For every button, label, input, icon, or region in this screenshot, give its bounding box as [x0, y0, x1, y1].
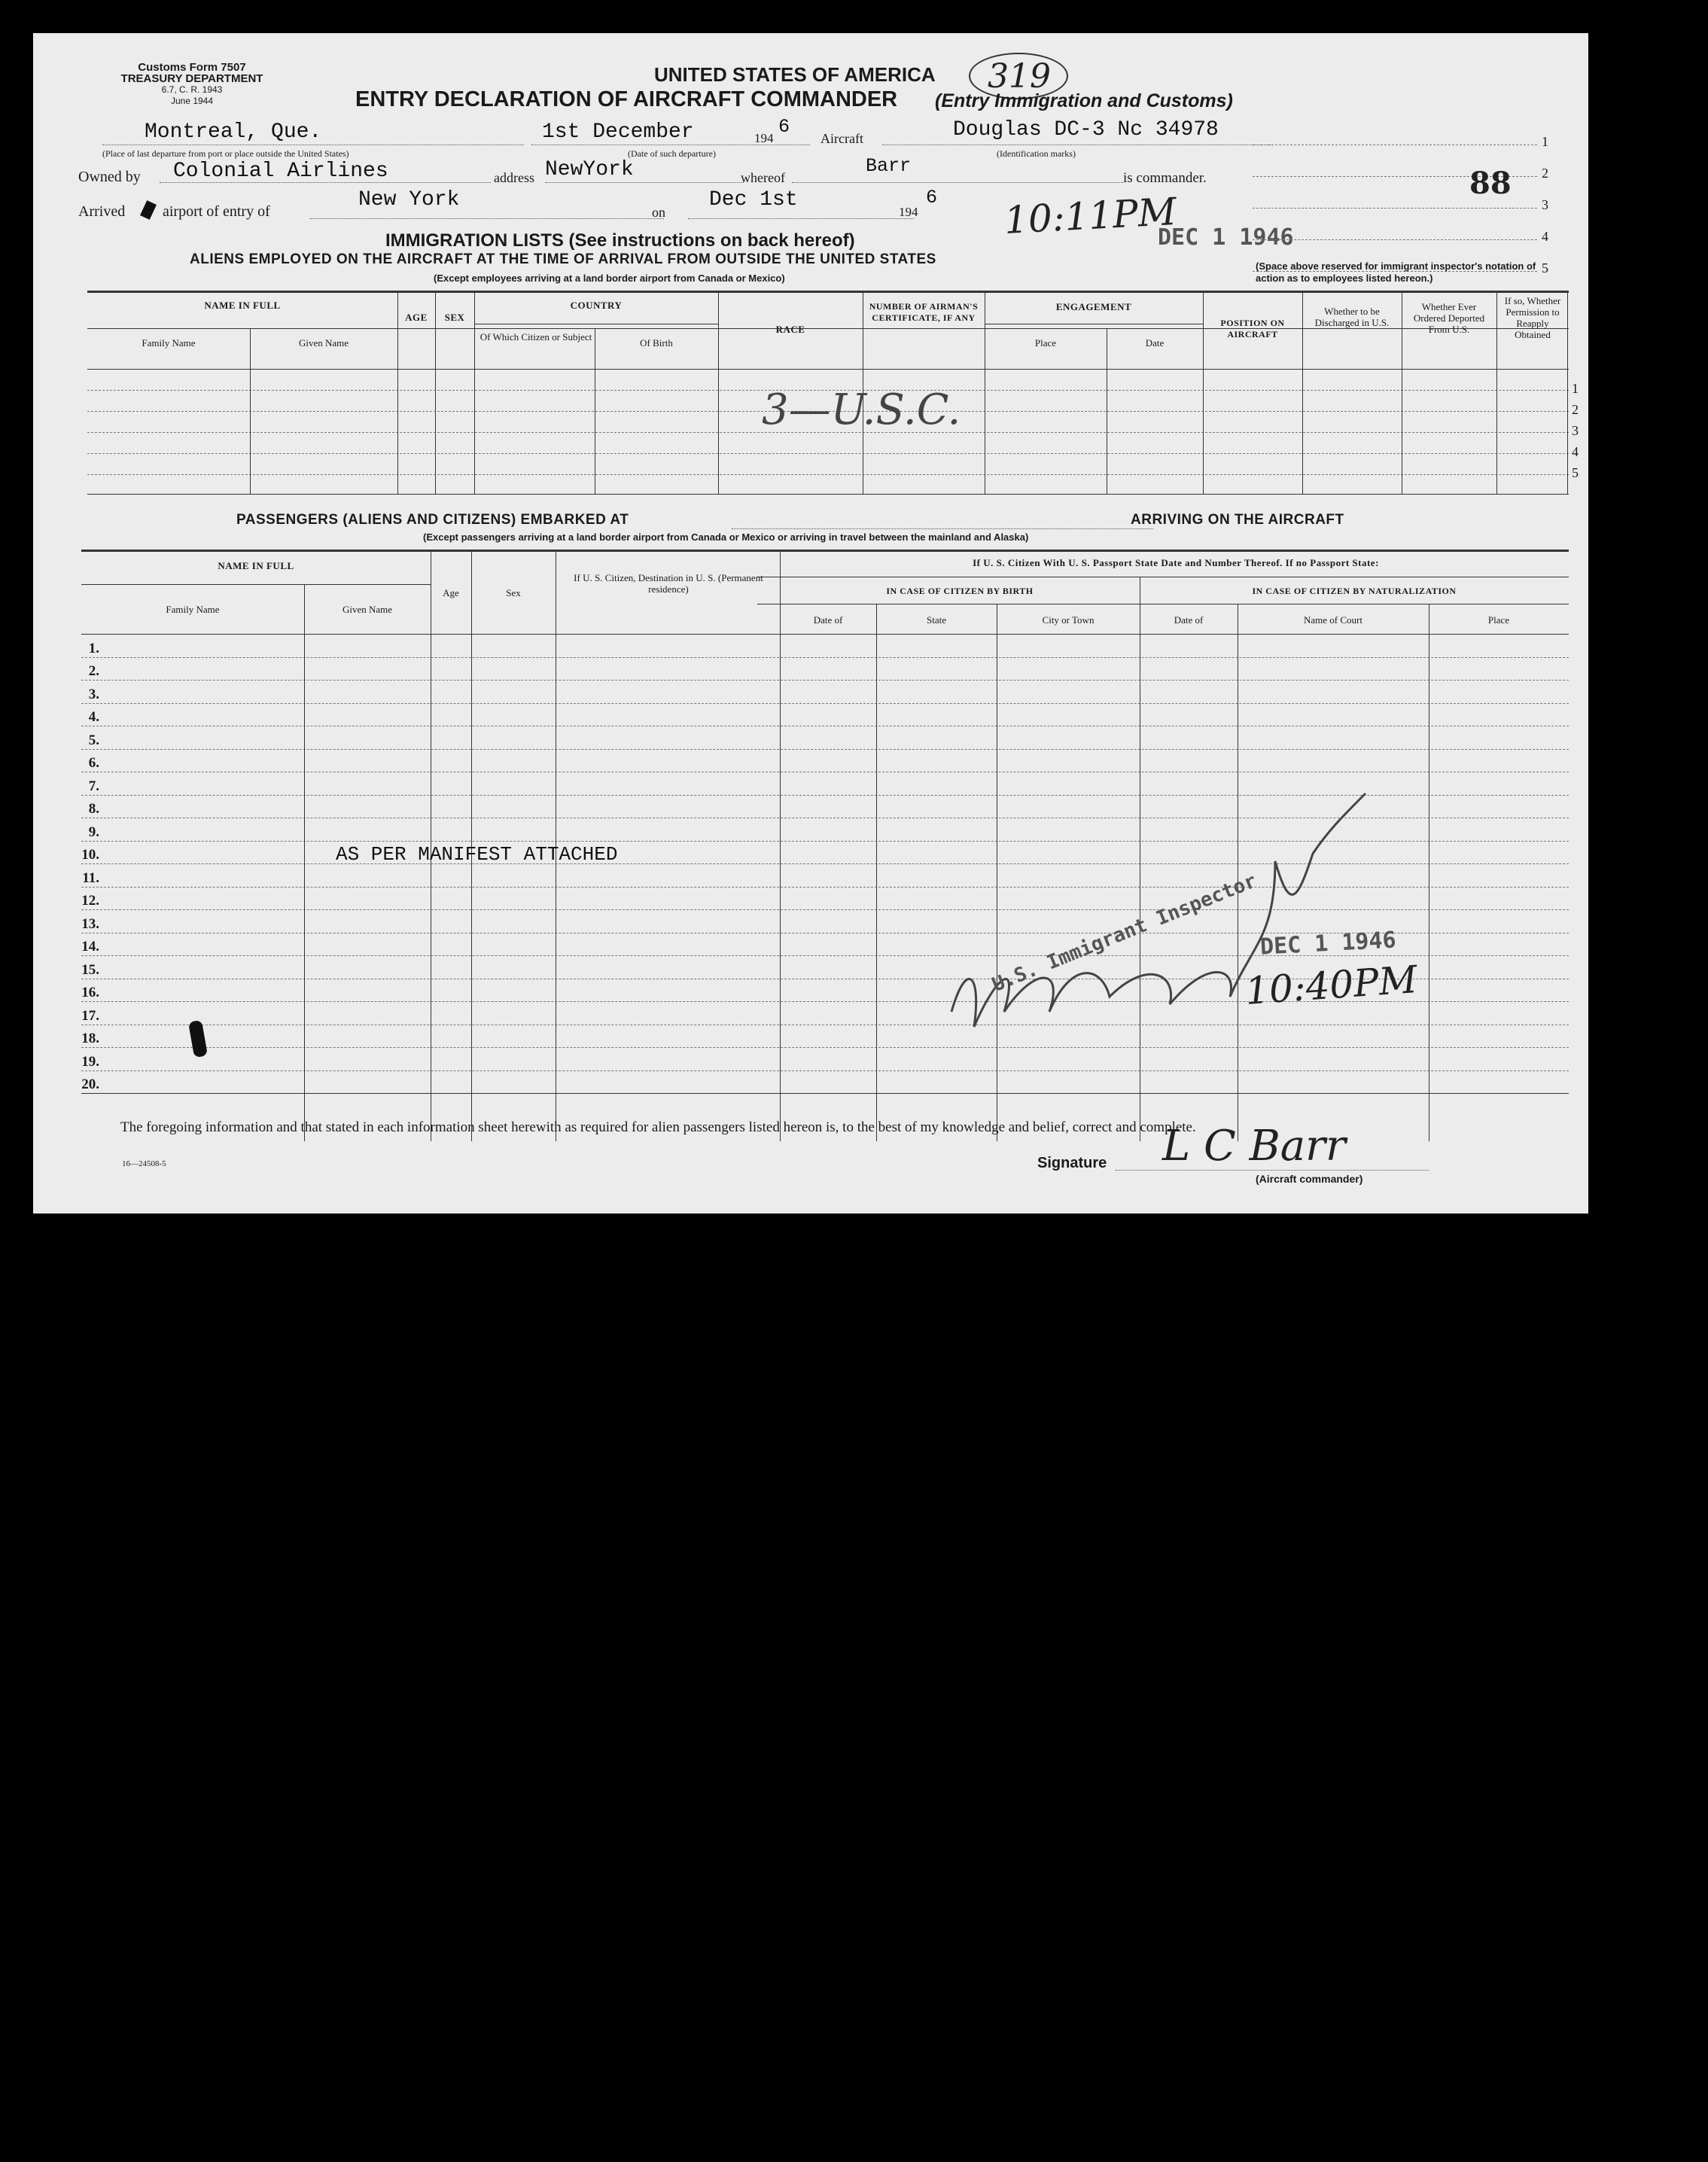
table-rule [718, 291, 719, 494]
table-rule [1496, 291, 1497, 494]
commander-signature: L C Barr [1162, 1122, 1346, 1171]
col-sex: SEX [444, 312, 465, 323]
airport-label: airport of entry of [163, 203, 270, 220]
owner: Colonial Airlines [173, 160, 388, 183]
pcol-by-birth: IN CASE OF CITIZEN BY BIRTH [886, 586, 1034, 596]
col-engagement-place: Place [1034, 337, 1057, 349]
declaration-form [33, 33, 1588, 1213]
signature-caption: (Aircraft commander) [1256, 1173, 1363, 1185]
row-number: 3 [1572, 423, 1579, 438]
row-number: 14. [81, 939, 99, 955]
immigration-entry: 3—U.S.C. [762, 385, 961, 434]
ink-blot [188, 1020, 208, 1058]
aircraft-label: Aircraft [821, 131, 863, 146]
row-number: 1. [88, 640, 99, 656]
year-digit: 6 [778, 116, 790, 138]
reserved-line-number: 3 [1542, 197, 1548, 212]
footer-code: 16—24508-5 [122, 1159, 166, 1168]
handwritten-number: 319 [988, 57, 1051, 96]
on-label: on [652, 205, 665, 220]
underline [310, 218, 664, 219]
row-number: 4. [88, 709, 99, 725]
reserved-line-number: 1 [1542, 134, 1548, 149]
right-number: 88 [1469, 166, 1512, 201]
pcol-destination: If U. S. Citizen, Destination in U. S. (Permanent residence) [574, 572, 763, 595]
row-number: 11. [82, 869, 99, 886]
table-rule [87, 474, 1569, 475]
arrival-year-prefix: 194 [899, 205, 918, 219]
manifest-entry: AS PER MANIFEST ATTACHED [336, 843, 618, 866]
table-rule [780, 550, 781, 1141]
table-rule [87, 453, 1569, 454]
commander: Barr [866, 155, 912, 177]
row-number: 16. [81, 985, 99, 1000]
table-rule [1567, 291, 1568, 494]
reserved-line [1253, 208, 1537, 209]
col-engagement: ENGAGEMENT [1055, 301, 1132, 312]
row-number: 18. [81, 1031, 99, 1046]
col-race: RACE [775, 324, 805, 335]
col-country: COUNTRY [570, 300, 623, 311]
immigration-note: (Except employees arriving at a land border airport from Canada or Mexico) [434, 273, 785, 284]
signature-label: Signature [1037, 1155, 1107, 1171]
row-number: 17. [81, 1007, 99, 1024]
underline [688, 218, 914, 219]
arrived-label: Arrived [78, 203, 126, 220]
departure-place: Montreal, Que. [145, 120, 322, 144]
departure-date: 1st December [542, 120, 694, 144]
form-id: Customs Form 7507 [138, 61, 246, 74]
col-age: AGE [405, 312, 428, 323]
id-caption: (Identification marks) [997, 148, 1076, 159]
reserved-line [1253, 239, 1537, 240]
arrival-date: Dec 1st [709, 188, 798, 212]
col-name-in-full: NAME IN FULL [204, 300, 281, 311]
col-deported: Whether Ever Ordered Deported From U.S. [1413, 301, 1485, 335]
table-rule [81, 584, 431, 585]
form-date: June 1944 [170, 96, 214, 106]
arrival-stamp-date: DEC 1 1946 [1158, 224, 1294, 251]
pcol-given-name: Given Name [342, 604, 393, 615]
row-number: 4 [1572, 444, 1579, 459]
reserved-note: (Space above reserved for immigrant inspector's notation of action as to employees listed hereon.) [1256, 260, 1536, 284]
row-number: 8. [88, 801, 99, 817]
row-number: 9. [88, 824, 99, 840]
address: NewYork [545, 158, 634, 181]
table-rule [81, 550, 1569, 552]
pcol-family-name: Family Name [166, 604, 220, 615]
col-family-name: Family Name [142, 337, 196, 349]
country-heading: UNITED STATES OF AMERICA [654, 63, 936, 86]
underline [545, 182, 744, 183]
row-number: 2. [88, 663, 99, 679]
row-number: 10. [81, 847, 99, 863]
col-given-name: Given Name [298, 337, 349, 349]
pcol-age: Age [443, 587, 459, 598]
table-rule [87, 494, 1569, 495]
immigration-table [87, 291, 1579, 498]
passenger-stamp-date: DEC 1 1946 [1259, 927, 1397, 961]
col-engagement-date: Date [1145, 337, 1165, 349]
table-rule [1302, 291, 1303, 494]
pcol-state: State [927, 614, 946, 626]
row-number: 5 [1572, 465, 1579, 480]
pcol-sex: Sex [506, 587, 521, 598]
row-number: 15. [81, 961, 99, 978]
col-of-birth: Of Birth [640, 337, 673, 349]
form-department: TREASURY DEPARTMENT [120, 72, 263, 85]
underline [732, 528, 1153, 529]
underline [160, 182, 491, 183]
col-permission: If so, Whether Permission to Reapply Obtained [1504, 295, 1561, 340]
airport: New York [358, 188, 460, 212]
row-number: 13. [81, 915, 99, 932]
table-rule [1203, 291, 1204, 494]
row-number: 2 [1572, 402, 1579, 417]
address-label: address [494, 170, 534, 185]
departure-caption: (Place of last departure from port or place outside the United States) [102, 148, 349, 159]
form-regulation: 6.7, C. R. 1943 [161, 84, 223, 95]
whereof-label: whereof [741, 170, 785, 185]
arrival-year-digit: 6 [926, 187, 938, 209]
table-rule [474, 291, 475, 494]
pcol-name-in-full: NAME IN FULL [218, 560, 294, 571]
aircraft-id: Douglas DC-3 Nc 34978 [953, 118, 1219, 142]
row-number: 12. [81, 893, 99, 909]
passengers-title-right: ARRIVING ON THE AIRCRAFT [1131, 512, 1344, 528]
form-subtitle: (Entry Immigration and Customs) [935, 90, 1233, 111]
immigration-title: IMMIGRATION LISTS (See instructions on back hereof) [385, 230, 855, 251]
date-caption: (Date of such departure) [628, 148, 716, 159]
pcol-court: Name of Court [1304, 614, 1362, 626]
immigration-subtitle: ALIENS EMPLOYED ON THE AIRCRAFT AT THE TIME OF ARRIVAL FROM OUTSIDE THE UNITED STATES [190, 251, 936, 267]
row-number: 5. [88, 732, 99, 748]
is-commander-label: is commander. [1123, 170, 1207, 186]
col-airman-cert: NUMBER OF AIRMAN'S CERTIFICATE, IF ANY [869, 301, 979, 323]
col-discharged: Whether to be Discharged in U.S. [1314, 306, 1390, 328]
row-number: 6. [88, 755, 99, 771]
pcol-date-of-nat: Date of [1174, 614, 1204, 626]
pcol-date-of-birth: Date of [813, 614, 843, 626]
owned-by-label: Owned by [78, 169, 141, 185]
row-number: 20. [81, 1076, 99, 1092]
pcol-by-naturalization: IN CASE OF CITIZEN BY NATURALIZATION [1252, 586, 1457, 596]
table-rule [250, 328, 251, 494]
table-rule [876, 604, 877, 1141]
passengers-note: (Except passengers arriving at a land border airport from Canada or Mexico or arriving in travel between the mainland and Alaska) [423, 531, 1029, 543]
table-rule [87, 291, 1569, 293]
inspector-stamp: U.S. Immigrant Inspector [989, 869, 1260, 997]
col-position: POSITION ON AIRCRAFT [1220, 318, 1285, 340]
pcol-passport-header: If U. S. Citizen With U. S. Passport State Date and Number Thereof. If no Passport State: [973, 557, 1379, 568]
row-number: 7. [88, 778, 99, 794]
year-prefix: 194 [754, 131, 774, 145]
pcol-city: City or Town [1042, 614, 1095, 626]
form-title: ENTRY DECLARATION OF AIRCRAFT COMMANDER [355, 87, 898, 111]
table-rule [304, 584, 305, 1141]
row-number: 1 [1572, 381, 1579, 396]
row-number: 3. [88, 686, 99, 702]
passenger-time: 10:40PM [1244, 958, 1419, 1013]
pcol-place: Place [1487, 614, 1510, 626]
form-info [105, 62, 279, 107]
table-rule [87, 369, 1569, 370]
ink-blot [140, 200, 157, 220]
arrival-time: 10:11PM [1003, 190, 1178, 242]
col-citizen-of: Of Which Citizen or Subject [480, 331, 592, 343]
reserved-line-number: 4 [1542, 229, 1548, 244]
row-number: 19. [81, 1053, 99, 1070]
declaration-text: The foregoing information and that stated in each information sheet herewith as required for alien passengers listed hereon is, to the best of my knowledge and belief, correct and complete. [120, 1119, 1196, 1135]
underline [792, 182, 1123, 183]
passengers-title: PASSENGERS (ALIENS AND CITIZENS) EMBARKED AT [236, 512, 629, 528]
reserved-line-number: 2 [1542, 166, 1548, 181]
reserved-line-number: 5 [1542, 260, 1548, 276]
